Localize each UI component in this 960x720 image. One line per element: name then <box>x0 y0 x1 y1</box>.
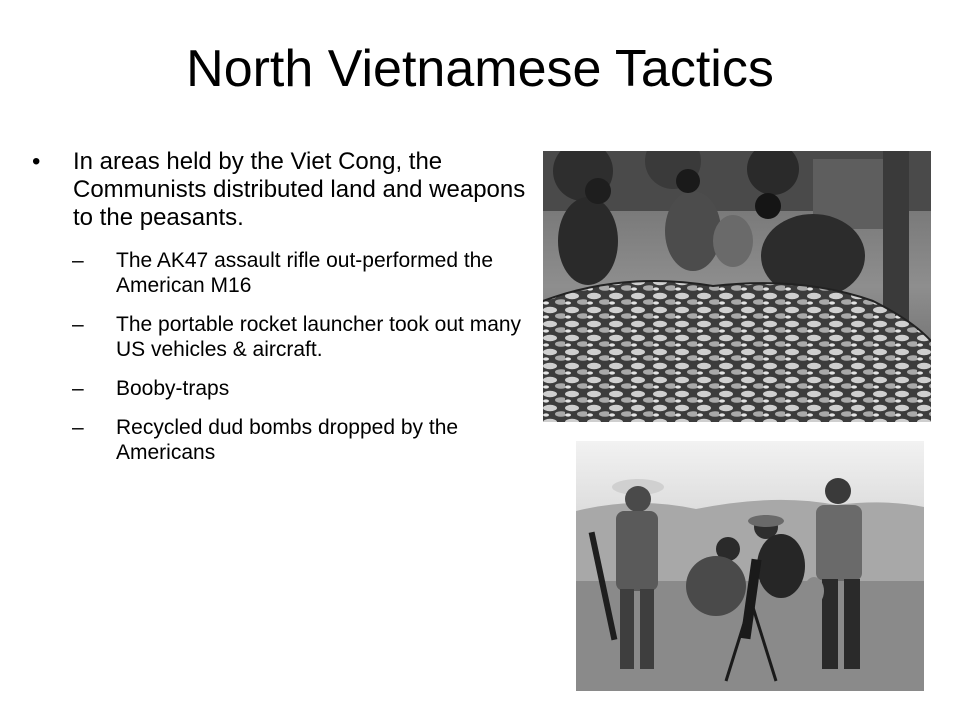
dash-mark: – <box>72 416 84 439</box>
photo-shell-casings <box>543 151 931 422</box>
bullet-mark: • <box>32 148 41 175</box>
slide-title: North Vietnamese Tactics <box>186 40 774 98</box>
photo-mortar-team <box>576 441 924 691</box>
dash-mark: – <box>72 377 84 400</box>
sub-item-dud-bombs <box>30 415 530 465</box>
slide-body <box>30 148 530 479</box>
sub-item-rocket-launcher <box>30 312 530 362</box>
bullet-text: In areas held by the Viet Cong, the Communists distributed land and weapons to the peasants. <box>73 148 526 231</box>
sub-item-text: The portable rocket launcher took out many US vehicles & aircraft. <box>116 313 522 361</box>
dash-mark: – <box>72 249 84 272</box>
sub-item-text: Booby-traps <box>116 377 230 400</box>
sub-item-text: The AK47 assault rifle out-performed the American M16 <box>116 249 494 297</box>
sub-item-text: Recycled dud bombs dropped by the Americans <box>116 416 459 464</box>
dash-mark: – <box>72 313 84 336</box>
bullet-item <box>30 148 530 232</box>
sub-item-booby-traps <box>30 376 530 401</box>
sub-item-ak47 <box>30 248 530 298</box>
